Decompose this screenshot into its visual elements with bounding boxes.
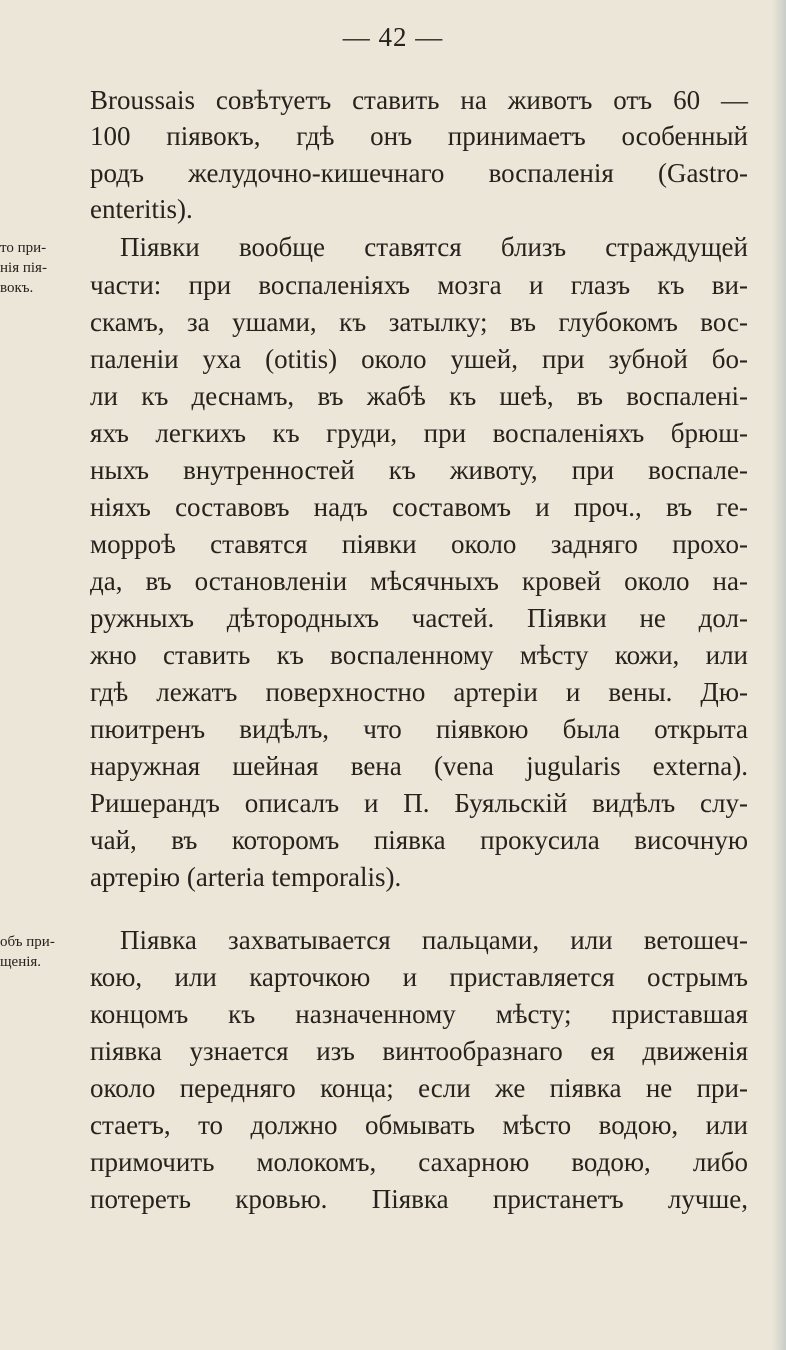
text-line: артерію (arteria temporalis).: [90, 862, 402, 892]
margin-note-line: щенія.: [0, 954, 42, 970]
margin-note: [0, 932, 82, 972]
text-line: пюитренъ видѣлъ, что піявкою была открыта: [90, 714, 748, 744]
text-line: жно ставить къ воспаленному мѣсту кожи, или: [90, 640, 748, 670]
text-line: піявка узнается изъ винтообразнаго ея движенія: [90, 1036, 748, 1066]
text-line: кою, или карточкою и приставляется острымъ: [90, 962, 748, 992]
text-line: примочить молокомъ, сахарною водою, либо: [90, 1147, 748, 1177]
text-line: скамъ, за ушами, къ затылку; въ глубокомъ вос-: [90, 307, 748, 337]
text-line: enteritis).: [90, 194, 193, 224]
margin-note-line: то при-: [0, 240, 47, 256]
text-line: гдѣ лежатъ поверхностно артеріи и вены. Дю-: [90, 677, 748, 707]
text-line: потереть кровью. Піявка пристанетъ лучше,: [90, 1184, 748, 1214]
text-line: 100 піявокъ, гдѣ онъ принимаетъ особенный: [90, 121, 748, 151]
text-line: ныхъ внутренностей къ животу, при воспале-: [90, 455, 748, 485]
text-line: яхъ легкихъ къ груди, при воспаленіяхъ брюш-: [90, 418, 748, 448]
text-line: части: при воспаленіяхъ мозга и глазъ къ ви-: [90, 270, 748, 300]
text-line: родъ желудочно-кишечнаго воспаленія (Gastro-: [90, 158, 748, 188]
text-line: Ришерандъ описалъ и П. Буяльскій видѣлъ слу-: [90, 788, 748, 818]
text-line: ружныхъ дѣтородныхъ частей. Піявки не дол-: [90, 603, 748, 633]
text-line: Піявка захватывается пальцами, или ветошеч-: [120, 925, 748, 955]
margin-note-line: объ при-: [0, 934, 55, 950]
text-line: концомъ къ назначенному мѣсту; приставшая: [90, 999, 748, 1029]
text-line: около передняго конца; если же піявка не при-: [90, 1073, 748, 1103]
margin-note-line: вокъ.: [0, 280, 34, 296]
margin-note-line: нія пія-: [0, 260, 47, 276]
text-line: Broussais совѣтуетъ ставить на животъ отъ 60 —: [90, 85, 748, 115]
text-line: ли къ деснамъ, въ жабѣ къ шеѣ, въ воспалені-: [90, 381, 748, 411]
text-line: ніяхъ составовъ надъ составомъ и проч., въ ге-: [90, 492, 748, 522]
text-line: морроѣ ставятся піявки около задняго прохо-: [90, 529, 748, 559]
text-line: чай, въ которомъ піявка прокусила височную: [90, 825, 748, 855]
page-edge-shadow: [772, 0, 786, 1350]
text-line: паленіи уха (otitis) около ушей, при зубной бо-: [90, 344, 748, 374]
page-number: — 42 —: [342, 22, 444, 52]
text-line: Піявки вообще ставятся близъ страждущей: [120, 232, 748, 262]
text-line: стаетъ, то должно обмывать мѣсто водою, или: [90, 1110, 748, 1140]
text-line: да, въ остановленіи мѣсячныхъ кровей около на-: [90, 566, 748, 596]
text-line: наружная шейная вена (vena jugularis externa).: [90, 751, 748, 781]
margin-note: [0, 238, 82, 298]
